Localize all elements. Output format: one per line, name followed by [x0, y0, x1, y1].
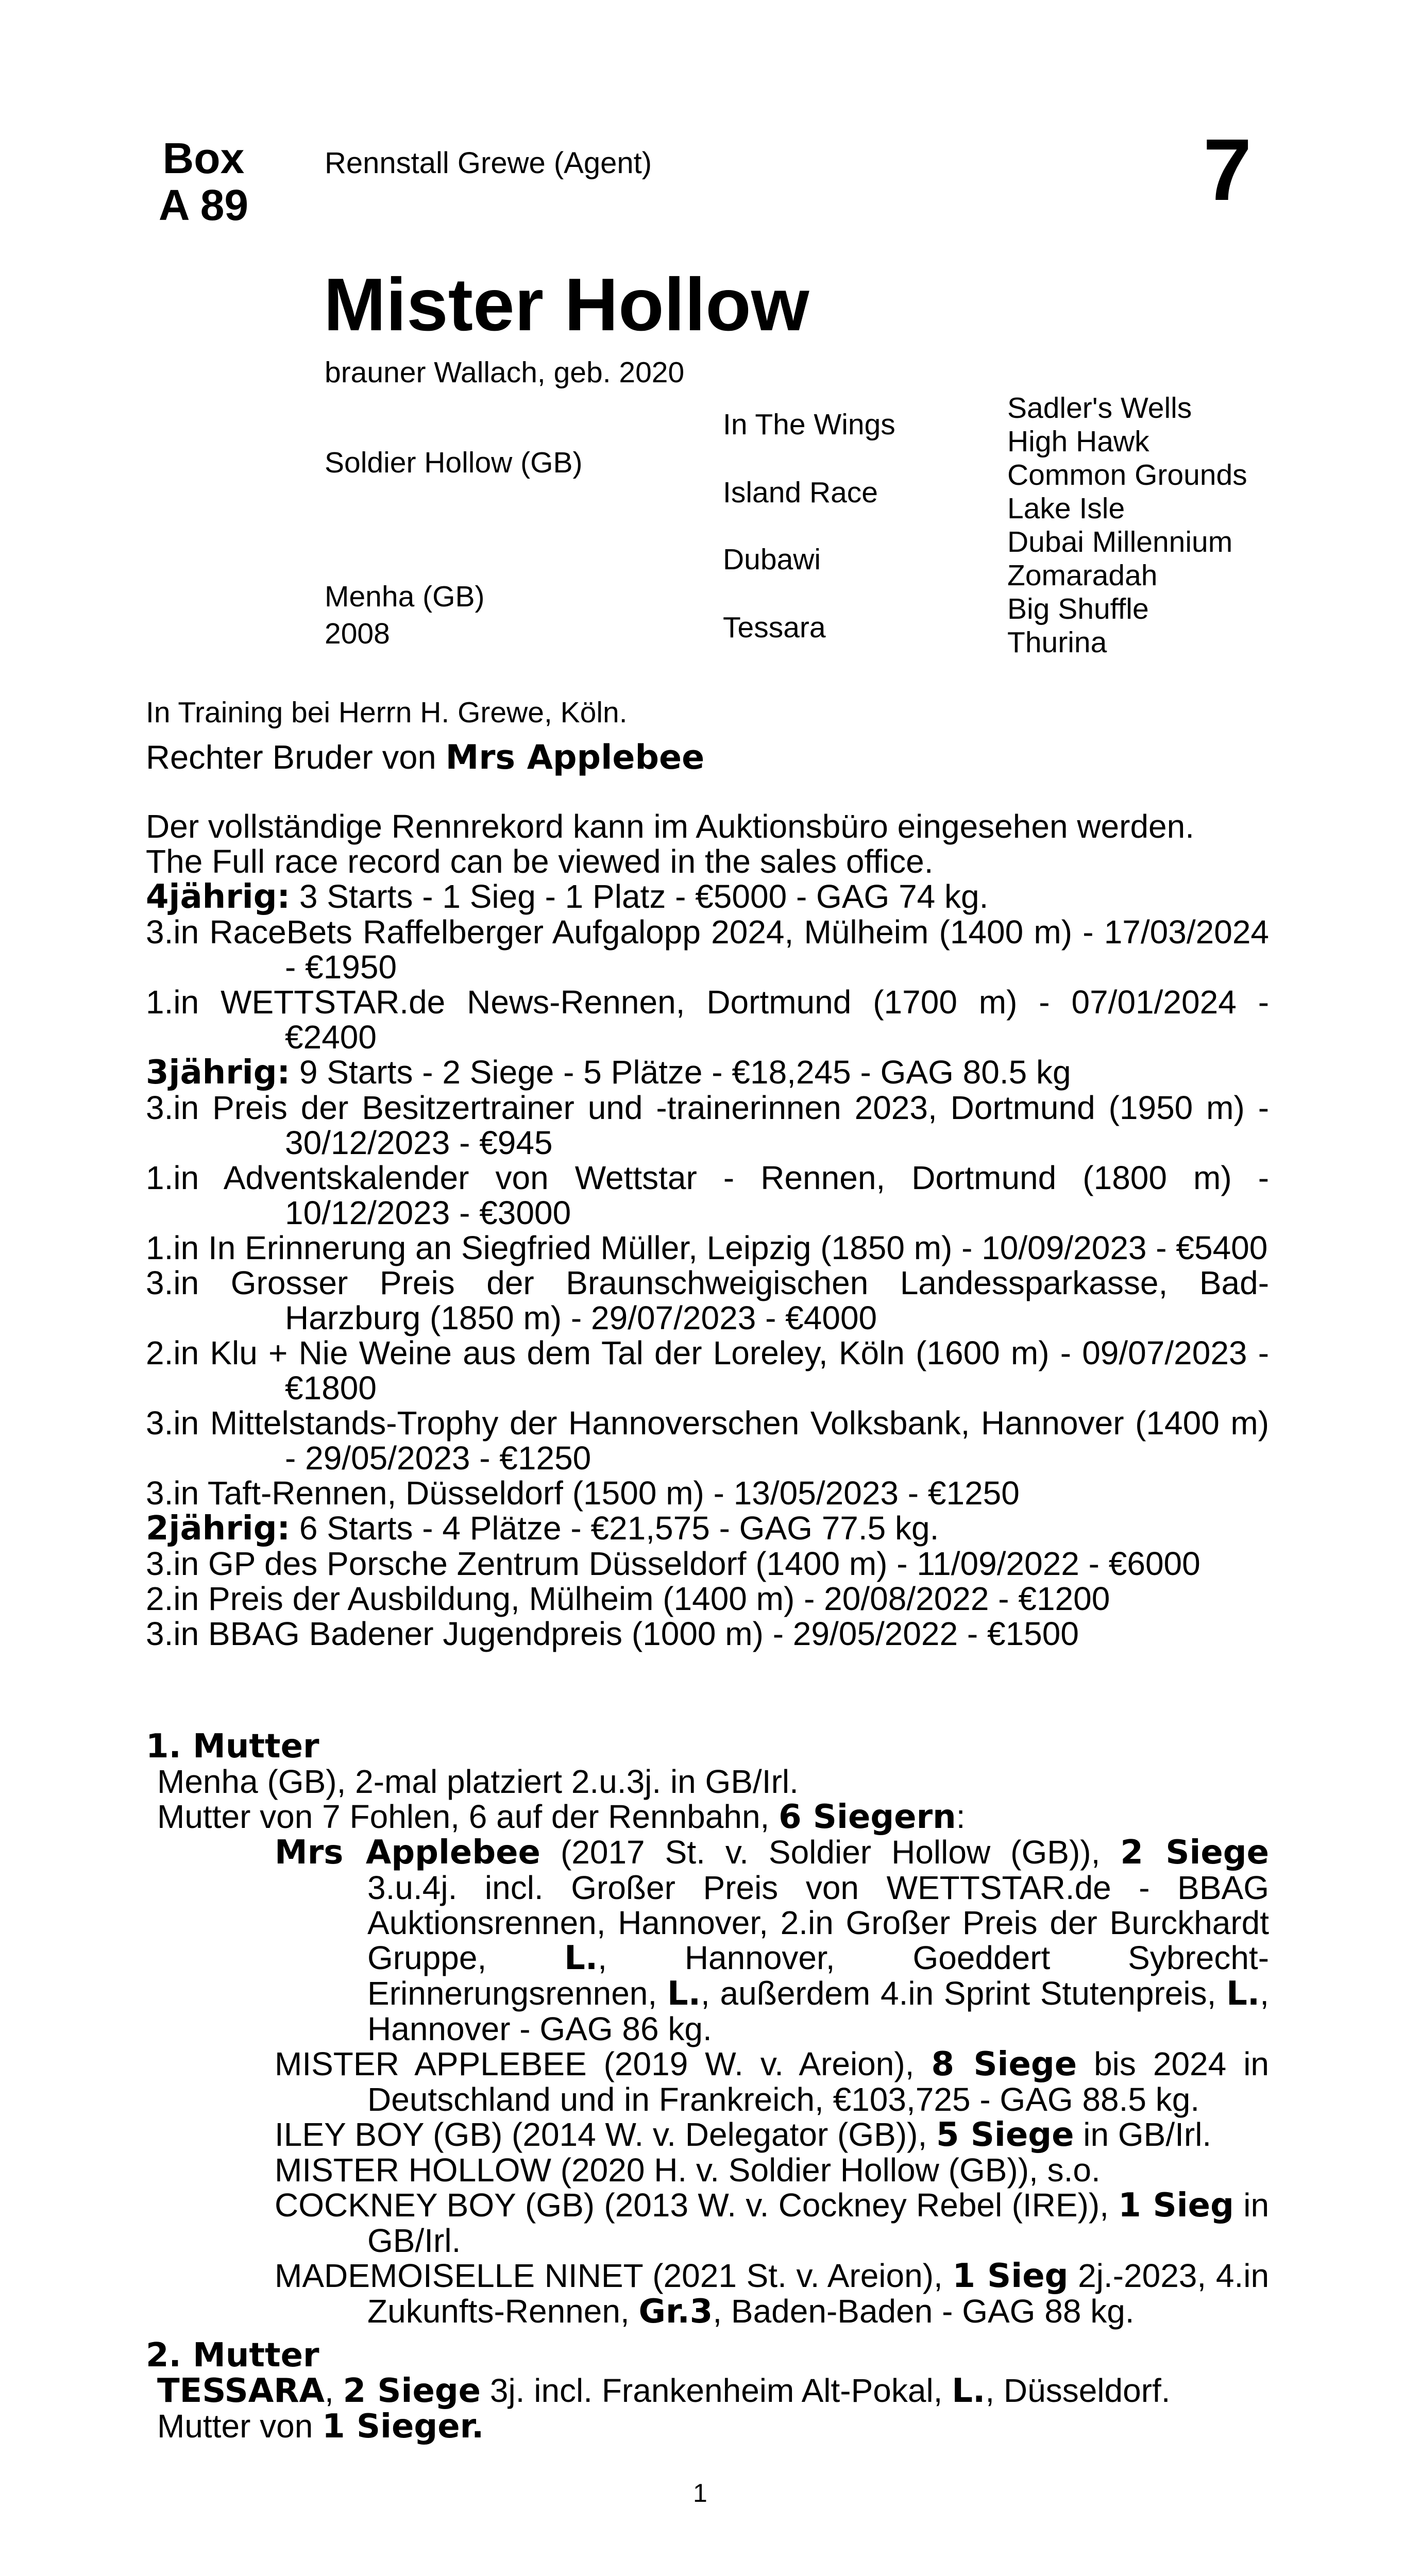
- first-dam-info: Menha (GB), 2-mal platziert 2.u.3j. in GB/Irl.: [157, 1763, 799, 1800]
- race-entry: 1.in Adventskalender von Wettstar - Rennen, Dortmund (1800 m) - 10/12/2023 - €3000: [146, 1159, 1269, 1231]
- second-dam-name: TESSARA: [157, 2372, 325, 2410]
- training-info: In Training bei Herrn H. Grewe, Köln.: [146, 696, 628, 729]
- race-entry: 1.in In Erinnerung an Siegfried Müller, Leipzig (1850 m) - 10/09/2023 - €5400: [146, 1229, 1268, 1266]
- progeny-name: MISTER APPLEBEE: [275, 2045, 587, 2082]
- age-stats: 9 Starts - 2 Siege - 5 Plätze - €18,245 - GAG 80.5 kg: [290, 1054, 1071, 1091]
- pedigree-gen3-1: Sadler's Wells: [1007, 392, 1192, 425]
- record-note-de: Der vollständige Rennrekord kann im Auktionsbüro eingesehen werden.: [146, 808, 1194, 845]
- progeny-name: COCKNEY BOY (GB): [275, 2187, 595, 2224]
- horse-name: Mister Hollow: [324, 263, 809, 346]
- progeny-name: ILEY BOY (GB): [275, 2116, 503, 2153]
- progeny-name: MADEMOISELLE NINET: [275, 2257, 643, 2294]
- pedigree-gen3-2: High Hawk: [1007, 425, 1149, 458]
- race-record: [146, 809, 1269, 1651]
- age-label: 4jährig:: [146, 878, 291, 916]
- progeny-entry: ILEY BOY (GB) (2014 W. v. Delegator (GB)), 5 Siege in GB/Irl.: [275, 2116, 1212, 2154]
- record-note-en: The Full race record can be viewed in the sales office.: [146, 843, 934, 880]
- race-entry: 3.in RaceBets Raffelberger Aufgalopp 2024, Mülheim (1400 m) - 17/03/2024 - €1950: [146, 913, 1269, 986]
- pedigree-dam-sire: Dubawi: [723, 543, 821, 576]
- race-entry: 1.in WETTSTAR.de News-Rennen, Dortmund (1700 m) - 07/01/2024 - €2400: [146, 984, 1269, 1056]
- pedigree-gen3-5: Dubai Millennium: [1007, 526, 1233, 558]
- pedigree-gen3-6: Zomaradah: [1007, 559, 1158, 592]
- box-label: [152, 135, 255, 228]
- pedigree-dam-dam: Tessara: [723, 611, 826, 644]
- race-entry: 3.in Taft-Rennen, Düsseldorf (1500 m) - 13/05/2023 - €1250: [146, 1475, 1020, 1512]
- race-entry: 3.in Grosser Preis der Braunschweigischen Landessparkasse, Bad-Harzburg (1850 m) - 29/07/2023 - €4000: [146, 1264, 1269, 1336]
- race-entry: 3.in GP des Porsche Zentrum Düsseldorf (1400 m) - 11/09/2022 - €6000: [146, 1545, 1200, 1582]
- pedigree-gen3-4: Lake Isle: [1007, 492, 1125, 525]
- page-number: 1: [693, 2479, 707, 2507]
- age-label: 2jährig:: [146, 1510, 291, 1548]
- box-label-line2: A 89: [158, 180, 249, 229]
- race-entry: 2.in Preis der Ausbildung, Mülheim (1400 m) - 20/08/2022 - €1200: [146, 1580, 1110, 1617]
- box-label-line1: Box: [162, 134, 245, 182]
- brother-line: [146, 738, 704, 777]
- age-summary: [146, 1055, 1269, 1090]
- agent-name: Rennstall Grewe (Agent): [325, 146, 652, 180]
- age-summary: [146, 879, 1269, 914]
- age-stats: 3 Starts - 1 Sieg - 1 Platz - €5000 - GAG 74 kg.: [290, 878, 989, 915]
- second-dam-foals: Mutter von 1 Sieger.: [157, 2408, 484, 2446]
- pedigree-sire: Soldier Hollow (GB): [325, 446, 583, 479]
- progeny-name: MISTER HOLLOW: [275, 2151, 551, 2189]
- pedigree-dam-year: 2008: [325, 617, 390, 650]
- race-entry: 3.in Preis der Besitzertrainer und -trainerinnen 2023, Dortmund (1950 m) - 30/12/2023 - €945: [146, 1089, 1269, 1161]
- pedigree-sire-dam: Island Race: [723, 476, 878, 509]
- pedigree-dam: Menha (GB): [325, 580, 485, 613]
- second-dam-info: TESSARA, 2 Siege 3j. incl. Frankenheim Alt-Pokal, L., Düsseldorf.: [157, 2372, 1171, 2410]
- second-dam-section: [146, 2338, 1269, 2444]
- progeny-entry: MADEMOISELLE NINET (2021 St. v. Areion), 1 Sieg 2j.-2023, 4.in Zukunfts-Rennen, Gr.3, Baden-Baden - GAG 88 kg.: [275, 2257, 1270, 2331]
- pedigree-gen3-7: Big Shuffle: [1007, 592, 1149, 625]
- first-dam-section: [146, 1729, 1269, 2329]
- pedigree-sire-sire: In The Wings: [723, 408, 895, 441]
- age-summary: [146, 1511, 1269, 1546]
- first-dam-foals: Mutter von 7 Fohlen, 6 auf der Rennbahn, 6 Siegern:: [157, 1798, 966, 1836]
- race-entry: 3.in Mittelstands-Trophy der Hannoverschen Volksbank, Hannover (1400 m) - 29/05/2023 - €1250: [146, 1404, 1269, 1477]
- pedigree-gen3-8: Thurina: [1007, 626, 1107, 659]
- pedigree-gen3-3: Common Grounds: [1007, 459, 1247, 492]
- lot-number: 7: [1203, 121, 1252, 219]
- race-entry: 3.in BBAG Badener Jugendpreis (1000 m) - 29/05/2022 - €1500: [146, 1615, 1079, 1652]
- brother-name: Mrs Applebee: [445, 738, 705, 777]
- age-stats: 6 Starts - 4 Plätze - €21,575 - GAG 77.5 kg.: [290, 1510, 939, 1547]
- progeny-entry: MISTER APPLEBEE (2019 W. v. Areion), 8 Siege bis 2024 in Deutschland und in Frankreich, €103,725 - GAG 88.5 kg.: [275, 2045, 1270, 2118]
- age-label: 3jährig:: [146, 1054, 291, 1092]
- progeny-entry: MISTER HOLLOW (2020 H. v. Soldier Hollow (GB)), s.o.: [275, 2151, 1101, 2189]
- progeny-entry: Mrs Applebee (2017 St. v. Soldier Hollow (GB)), 2 Siege 3.u.4j. incl. Großer Preis von WETTSTAR.de - BBAG Auktionsrennen, Hannover, 2.in Großer Preis der Burckhardt Gruppe, L., Hannover, Goeddert Sybrecht-Erinnerungsrennen, L., außerdem 4.in Sprint Stutenpreis, L., Hannover - GAG 86 kg.: [275, 1834, 1270, 2047]
- progeny-entry: COCKNEY BOY (GB) (2013 W. v. Cockney Rebel (IRE)), 1 Sieg in GB/Irl.: [275, 2187, 1270, 2259]
- brother-prefix: Rechter Bruder von: [146, 738, 446, 776]
- horse-description: brauner Wallach, geb. 2020: [325, 356, 685, 389]
- progeny-name: Mrs Applebee: [275, 1834, 540, 1872]
- race-entry: 2.in Klu + Nie Weine aus dem Tal der Loreley, Köln (1600 m) - 09/07/2023 - €1800: [146, 1334, 1269, 1406]
- second-dam-heading: 2. Mutter: [146, 2336, 319, 2375]
- first-dam-heading: 1. Mutter: [146, 1727, 319, 1766]
